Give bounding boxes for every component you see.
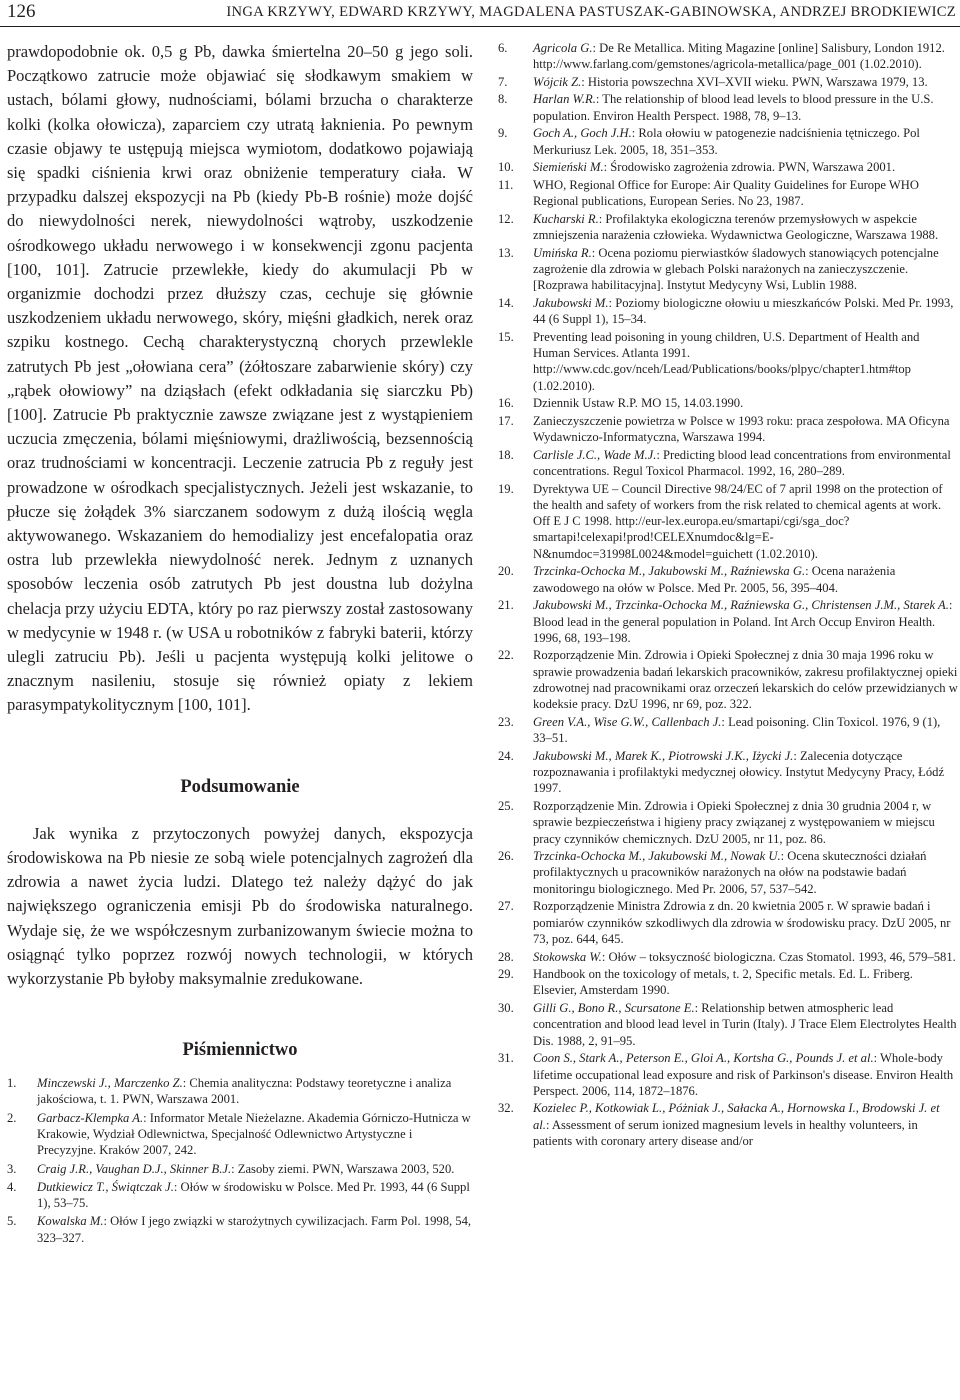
reference-number: 25. [498, 799, 514, 813]
reference-number: 8. [498, 92, 508, 107]
reference-text: : Relationship betwen atmospheric lead concentration and blood lead level in Turin (Italy). J Trace Elem Electrolytes Health Dis. 1988, 2, 91–95. [533, 1001, 957, 1048]
running-header-authors: INGA KRZYWY, EDWARD KRZYWY, MAGDALENA PASTUSZAK-GABINOWSKA, ANDRZEJ BRODKIEWICZ [226, 4, 956, 20]
page-number: 126 [7, 1, 36, 22]
reference-item [7, 1179, 473, 1212]
reference-authors: Jakubowski M., Marek K., Piotrowski J.K., Iżycki J. [533, 748, 794, 763]
reference-item [498, 848, 958, 897]
reference-item [498, 597, 958, 646]
reference-item [7, 1213, 473, 1246]
reference-number: 27. [498, 899, 514, 914]
reference-text: Zanieczyszczenie powietrza w Polsce w 1993 roku: praca zespołowa. MA Oficyna Wydawniczo-Informatyczna, Warszawa 1994. [533, 413, 950, 445]
reference-number: 24. [498, 748, 514, 763]
reference-authors: Minczewski J., Marczenko Z. [37, 1076, 183, 1091]
body-paragraph: prawdopodobnie ok. 0,5 g Pb, dawka śmiertelna 20–50 g jego soli. Początkowo zatrucie może objawiać się słodkawym smakiem w ustach, bólami głowy, nudnościami, bólami brzucha o charakterze kolki (kolka ołowicza), zaparciem czy utratą łaknienia. Po pewnym czasie objawy te ustępują miejsca wymiotom, dodatkowo pojawiają się spadki ciśnienia krwi oraz obniżenie temperatury ciała. W przypadku dalszej ekspozycji na Pb (kiedy Pb-B rośnie) może dojść do niewydolności nerek, niewydolności wątroby, uszkodzenie ośrodkowego układu nerwowego i w konsekwencji zgonu pacjenta [100, 101]. Zatrucie przewlekłe, kiedy do akumulacji Pb w organizmie dochodzi przez dłuższy czas, cechuje się głównie uszkodzeniem układu nerwowego, skóry, mięśni gładkich, nerek oraz szpiku kostnego. Cechą charakterystyczną chorych przewlekle zatrutych Pb jest „ołowiana cera” (żółtoszare zabarwienie skóry) czy „rąbek ołowiowy” na dziąsłach (efekt odkładania się siarczku Pb) [100]. Zatrucie Pb praktycznie zawsze związane jest z wystąpieniem uczucia zmęczenia, bólami mięśniowymi, drażliwością, bezsennością oraz trudnościami w koncentracji. Leczenie zatrucia Pb z reguły jest prowadzone w ośrodkach specjalistycznych. Jeżeli jest wskazanie, to płucze się żołądek 3% siarczanem sodowym z dużą ilością węgla aktywowanego. Wskazaniem do hemodializy jest encefalopatia oraz ostra lub przewlekła niewydolność nerek. Jednym z uznanych sposobów leczenia osób zatrutych Pb jest doustna lub dożylna chelacja przy użyciu EDTA, który po raz pierwszy został zastosowany w medycynie w 1948 r. (w USA u robotników z fabryki baterii, którzy ulegli zatruciu Pb). Jeśli u pacjenta występują kolki jelitowe o znacznym nasileniu, stosuje się również opiaty z lekiem parasympatykolitycznym [100, 101]. [7, 42, 473, 715]
reference-number: 12. [498, 211, 514, 226]
reference-text: : Whole-body lifetime occupational lead exposure and risk of Parkinson's disease. Environ Health Perspect. 2006, 114, 1872–1876. [533, 1051, 954, 1098]
reference-number: 4. [7, 1179, 17, 1194]
reference-number: 29. [498, 967, 514, 982]
reference-authors: Trzcinka-Ochocka M., Jakubowski M., Nowak U. [533, 849, 781, 864]
reference-number: 31. [498, 1051, 514, 1066]
reference-item [498, 329, 958, 394]
running-header [0, 0, 960, 27]
reference-text: : Ołów I jego związki w starożytnych cywilizacjach. Farm Pol. 1998, 54, 323–327. [37, 1214, 472, 1245]
reference-item [498, 447, 958, 480]
reference-text: : Informator Metale Nieżelazne. Akademia Górniczo-Hutnicza w Krakowie, Wydział Odlewnictwa, Specjalność Odlewnictwo Artystyczne i Precyzyjne. Kraków 2007, 242. [37, 1110, 471, 1158]
right-column [498, 40, 958, 1151]
reference-text: : Ołów w środowisku w Polsce. Med Pr. 1993, 44 (6 Suppl 1), 53–75. [37, 1179, 470, 1211]
reference-item [498, 1000, 958, 1049]
reference-item [498, 245, 958, 294]
reference-authors: Carlisle J.C., Wade M.J. [533, 447, 657, 462]
reference-text: : Ocena skuteczności działań profilaktycznych u pracowników narażonych na ołów na podstawie badań monitoringu biologicznego. Med Pr. 2006, 57, 537–542. [533, 849, 927, 896]
reference-item [498, 563, 958, 596]
reference-item [498, 798, 958, 847]
reference-number: 22. [498, 648, 514, 663]
reference-number: 28. [498, 949, 514, 964]
reference-text: : De Re Metallica. Miting Magazine [online] Salisbury, London 1912. http://www.farlang.com/gemstones/agricola-metallica/page_001 (1.02.2010). [533, 41, 945, 72]
reference-authors: Jakubowski M. [533, 295, 609, 310]
reference-text: : The relationship of blood lead levels to blood pressure in the U.S. population. Environ Health Perspect. 1988, 78, 9–13. [533, 92, 934, 123]
reference-number: 21. [498, 598, 514, 613]
reference-number: 1. [7, 1076, 17, 1091]
reference-item [7, 1161, 473, 1177]
reference-authors: Garbacz-Klempka A. [37, 1110, 144, 1125]
reference-text: : Assessment of serum ionized magnesium levels in healthy volunteers, in patients with coronary artery disease and/or [533, 1117, 918, 1149]
reference-number: 18. [498, 447, 514, 462]
reference-text: Dziennik Ustaw R.P. MO 15, 14.03.1990. [533, 396, 744, 411]
reference-text: : Chemia analityczna: Podstawy teoretyczne i analiza jakościowa, t. 1. PWN, Warszawa 2001. [37, 1076, 452, 1107]
reference-list [7, 1075, 473, 1246]
reference-authors: Dutkiewicz T., Świątczak J. [37, 1179, 174, 1194]
reference-item [498, 647, 958, 712]
reference-text: : Predicting blood lead concentrations from environmental concentrations. Regul Toxicol Pharmacol. 1992, 16, 280–289. [533, 447, 951, 478]
reference-item [7, 1110, 473, 1159]
reference-item [498, 413, 958, 446]
reference-number: 15. [498, 329, 514, 344]
summary-paragraph: Jak wynika z przytoczonych powyżej danych, ekspozycja środowiskowa na Pb niesie ze sobą wiele potencjalnych zagrożeń dla zdrowia a nawet życia ludzi. Dlatego też należy dążyć do jak największego ograniczenia emisji Pb do środowiska naturalnego. Wydaje się, że we współczesnym zurbanizowanym świecie można to osiągnąć tylko poprzez rozwój nowych technologii, w których wykorzystanie Pb byłoby maksymalnie zredukowane. [7, 823, 473, 988]
reference-item [498, 1050, 958, 1099]
reference-text: Rozporządzenie Min. Zdrowia i Opieki Społecznej z dnia 30 grudnia 2004 r, w sprawie bezpieczeństwa i higieny pracy związanej z występowaniem w miejscu pracy czynników chemicznych. DzU 2005, nr 11, poz. 86. [533, 799, 935, 846]
reference-list [498, 40, 958, 1149]
reference-text: Preventing lead poisoning in young children, U.S. Department of Health and Human Services. Atlanta 1991. http://www.cdc.gov/nceh/Lead/Publications/books/plpyc/chapter1.htm#top (1.02.2010). [533, 329, 920, 393]
reference-number: 23. [498, 714, 514, 729]
reference-item [498, 40, 958, 73]
reference-text: Dyrektywa UE – Council Directive 98/24/EC of 7 april 1998 on the protection of the health and safety of workers from the risk related to chemical agents at work. Off E J C 1998. http://eur-lex.europa.eu/smartapi/cgi/sga_doc?smartapi!celexapi!prod!CELEXnumdoc&lg=E-N&numdoc=31998L0024&model=guichett (1.02.2010). [533, 481, 943, 561]
reference-authors: Wójcik Z. [533, 74, 582, 89]
reference-text: : Zasoby ziemi. PWN, Warszawa 2003, 520. [231, 1161, 455, 1176]
reference-item [498, 125, 958, 158]
reference-text: : Zalecenia dotyczące rozpoznawania i profilaktyki medycznej ołowicy. Instytut Medycyny Pracy, Łódź 1997. [533, 748, 945, 796]
reference-number: 6. [498, 41, 508, 55]
reference-text: : Blood lead in the general population in Poland. Int Arch Occup Environ Health. 1996, 68, 193–198. [533, 598, 953, 645]
reference-item [498, 211, 958, 244]
reference-number: 20. [498, 564, 514, 579]
reference-text: : Ocena narażenia zawodowego na ołów w Polsce. Med Pr. 2005, 56, 395–404. [533, 564, 896, 595]
reference-item [498, 295, 958, 328]
reference-text: : Środowisko zagrożenia zdrowia. PWN, Warszawa 2001. [603, 160, 896, 175]
reference-text: : Ocena poziomu pierwiastków śladowych stanowiących potencjalne zagrożenie dla zdrowia w glebach Polski narażonych na zanieczyszczenie. [Rozprawa habilitacyjna]. Instytut Medycyny Wsi, Lublin 1988. [533, 245, 939, 293]
reference-item [498, 74, 958, 90]
reference-number: 9. [498, 126, 508, 141]
reference-item [498, 714, 958, 747]
reference-authors: Umińska R. [533, 245, 592, 260]
reference-item [498, 949, 958, 965]
left-column [7, 40, 473, 1248]
reference-item [498, 481, 958, 562]
reference-text: : Profilaktyka ekologiczna terenów przemysłowych w aspekcie zmniejszenia narażenia człowieka. Wydawnictwa Geologiczne, Warszawa 1988. [533, 211, 939, 243]
reference-number: 3. [7, 1161, 17, 1176]
reference-item [498, 395, 958, 411]
reference-number: 26. [498, 849, 514, 864]
summary-heading: Podsumowanie [180, 776, 300, 797]
reference-item [498, 159, 958, 175]
reference-text: WHO, Regional Office for Europe: Air Quality Guidelines for Europe WHO Regional publications, European Series. No 23, 1987. [533, 177, 919, 209]
reference-number: 30. [498, 1001, 514, 1016]
reference-text: : Poziomy biologiczne ołowiu u mieszkańców Polski. Med Pr. 1993, 44 (6 Suppl 1), 15–34. [533, 295, 954, 327]
reference-number: 17. [498, 413, 514, 428]
reference-text: : Historia powszechna XVI–XVII wieku. PWN, Warszawa 1979, 13. [581, 74, 928, 89]
reference-item [498, 898, 958, 947]
references-heading: Piśmiennictwo [182, 1040, 298, 1061]
reference-text: Rozporządzenie Ministra Zdrowia z dn. 20 kwietnia 2005 r. W sprawie badań i pomiarów czynników szkodliwych dla zdrowia w środowisku pracy. DzU 2005, nr 73, poz. 644, 645. [533, 899, 951, 946]
reference-authors: Trzcinka-Ochocka M., Jakubowski M., Raźniewska G. [533, 564, 806, 579]
reference-number: 13. [498, 245, 514, 260]
reference-authors: Kozielec P., Kotkowiak L., Póżniak J., Sałacka A., Hornowska I., Brodowski J. et al. [533, 1101, 940, 1132]
reference-text: Handbook on the toxicology of metals, t. 2, Specific metals. Ed. L. Friberg. Elsevier, Amsterdam 1990. [533, 967, 913, 998]
reference-authors: Coon S., Stark A., Peterson E., Gloi A., Kortsha G., Pounds J. et al. [533, 1051, 874, 1066]
reference-text: : Rola ołowiu w patogenezie nadciśnienia tętniczego. Pol Merkuriusz Lek. 2005, 18, 351–353. [533, 126, 920, 157]
reference-number: 2. [7, 1110, 17, 1125]
reference-authors: Kucharski R. [533, 211, 599, 226]
reference-authors: Green V.A., Wise G.W., Callenbach J. [533, 714, 722, 729]
reference-number: 11. [498, 177, 514, 192]
reference-text: : Lead poisoning. Clin Toxicol. 1976, 9 (1), 33–51. [533, 714, 941, 746]
reference-item [498, 177, 958, 210]
reference-number: 19. [498, 481, 514, 496]
reference-number: 5. [7, 1214, 17, 1229]
reference-authors: Goch A., Goch J.H. [533, 126, 632, 141]
reference-item [498, 91, 958, 124]
reference-authors: Harlan W.R. [533, 92, 596, 107]
reference-authors: Siemieński M. [533, 160, 604, 175]
reference-authors: Jakubowski M., Trzcinka-Ochocka M., Raźniewska G., Christensen J.M., Starek A. [533, 598, 949, 613]
reference-authors: Craig J.R., Vaughan D.J., Skinner B.J. [37, 1161, 232, 1176]
reference-item [498, 966, 958, 999]
reference-item [7, 1075, 473, 1108]
reference-authors: Kowalska M. [37, 1214, 104, 1229]
reference-text: : Ołów – toksyczność biologiczna. Czas Stomatol. 1993, 46, 579–581. [601, 949, 956, 964]
reference-number: 7. [498, 74, 508, 89]
reference-number: 10. [498, 160, 514, 175]
reference-number: 32. [498, 1101, 514, 1116]
reference-item [498, 1100, 958, 1149]
reference-number: 14. [498, 295, 514, 310]
reference-authors: Agricola G. [533, 41, 593, 55]
reference-authors: Gilli G., Bono R., Scursatone E. [533, 1001, 695, 1016]
reference-text: Rozporządzenie Min. Zdrowia i Opieki Społecznej z dnia 30 maja 1996 roku w sprawie prowadzenia badań lekarskich pracowników, zakresu profilaktycznej opieki zdrowotnej nad pracownikami oraz orzeczeń lekarskich do celów przewidzianych w kodeksie pracy. DzU 1996, nr 69, poz. 322. [533, 648, 958, 712]
reference-number: 16. [498, 396, 514, 411]
reference-item [498, 748, 958, 797]
reference-authors: Stokowska W. [533, 949, 602, 964]
